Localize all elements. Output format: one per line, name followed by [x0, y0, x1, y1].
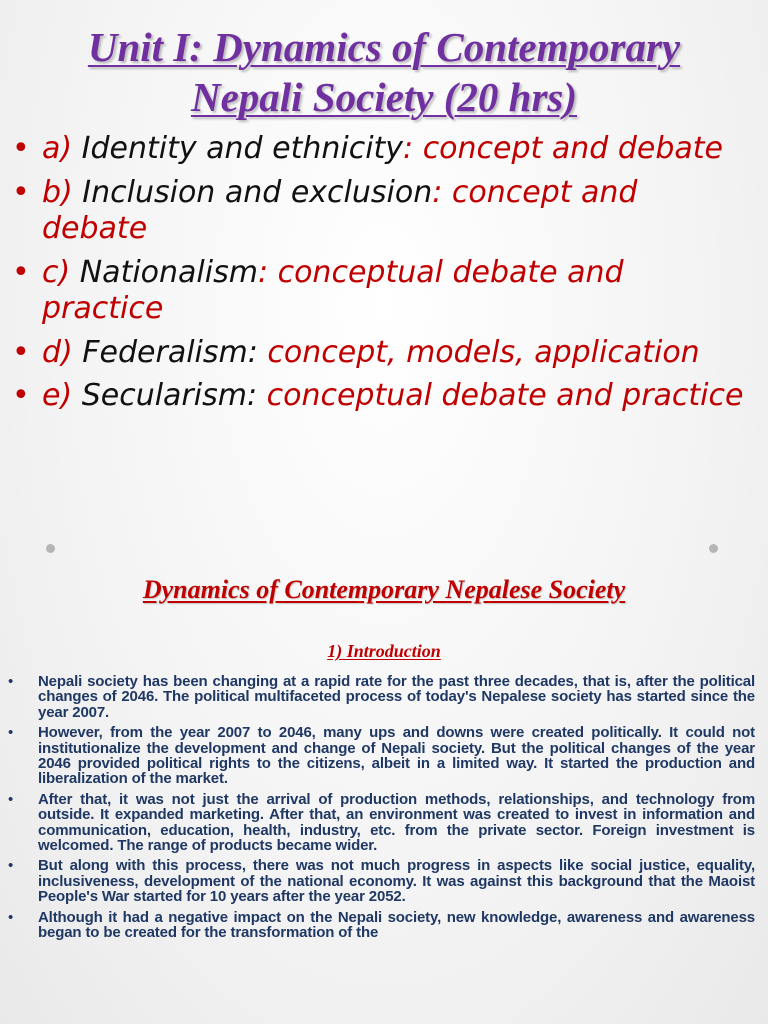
topic-item	[12, 255, 752, 328]
bullet-icon: •	[12, 131, 30, 166]
topic-detail: concept, models, application	[257, 334, 700, 370]
unit-title-line-1: Unit I: Dynamics of Contemporary	[87, 24, 681, 70]
topic-prefix: c)	[42, 254, 71, 290]
paragraph-text: However, from the year 2007 to 2046, many ups and downs were created politically. It could not institutionalize the development and change of Nepali society. But the political changes of the year 2046 provided political rights to the citizens, albeit in a limited way. It started the production and liberalization of the market.	[38, 724, 755, 788]
topic-item	[12, 378, 752, 415]
paragraph-text: But along with this process, there was not much progress in aspects like social justice, equality, inclusiveness, development of the national economy. It was against this background that the Maoist People's War started for 10 years after the year 2052.	[38, 857, 755, 906]
list-item	[8, 725, 755, 787]
bullet-icon: •	[8, 724, 14, 742]
topic-prefix: b)	[42, 174, 73, 210]
section-subtitle: 1) Introduction	[327, 641, 441, 661]
bullet-icon: •	[12, 254, 30, 290]
slide-introduction	[0, 570, 768, 1024]
topic-detail: : concept and debate	[403, 131, 723, 166]
topic-prefix: d)	[42, 334, 73, 370]
topic-item	[12, 335, 752, 372]
topic-list	[12, 131, 752, 422]
decorative-dot-right-icon	[709, 544, 718, 553]
introduction-list	[8, 674, 755, 946]
list-item	[8, 792, 755, 854]
topic-name: Federalism:	[72, 334, 258, 370]
topic-detail: : concept and debate	[42, 174, 638, 246]
paragraph-text: After that, it was not just the arrival of production methods, relationships, and technology from outside. It expanded marketing. After that, an environment was created to invest in information and communication, education, health, industry, etc. from the private sector. Foreign investment is welcomed. The range of products became wider.	[38, 790, 755, 855]
paragraph-text: Nepali society has been changing at a rapid rate for the past three decades, that is, after the political changes of 2046. The political multifaceted process of today's Nepalese society has started since the year 2007.	[38, 673, 755, 721]
topic-name: Identity and ethnicity	[72, 131, 404, 166]
topic-item	[12, 131, 752, 168]
topic-name: Secularism:	[72, 378, 258, 413]
decorative-dot-left-icon	[46, 544, 55, 553]
topic-prefix: e)	[42, 378, 73, 413]
bullet-icon: •	[8, 857, 14, 875]
unit-title-line-2: Nepali Society (20 hrs)	[190, 74, 578, 120]
paragraph-text: Although it had a negative impact on the Nepali society, new knowledge, awareness and awareness began to be created for the transformation of the	[38, 908, 755, 942]
list-item	[8, 674, 755, 720]
topic-prefix: a)	[42, 131, 73, 166]
bullet-icon: •	[8, 673, 14, 690]
section-title: Dynamics of Contemporary Nepalese Society	[142, 575, 626, 604]
topic-detail: conceptual debate and practice	[257, 378, 744, 413]
topic-name: Inclusion and exclusion	[72, 174, 433, 210]
topic-name: Nationalism	[70, 254, 258, 290]
bullet-icon: •	[12, 378, 30, 413]
bullet-icon: •	[12, 334, 30, 370]
bullet-icon: •	[8, 790, 14, 808]
bullet-icon: •	[12, 174, 30, 210]
unit-title	[0, 22, 768, 122]
topic-item	[12, 175, 752, 248]
topic-detail: : conceptual debate and practice	[42, 254, 624, 326]
list-item	[8, 858, 755, 904]
list-item	[8, 910, 755, 941]
bullet-icon: •	[8, 908, 14, 926]
